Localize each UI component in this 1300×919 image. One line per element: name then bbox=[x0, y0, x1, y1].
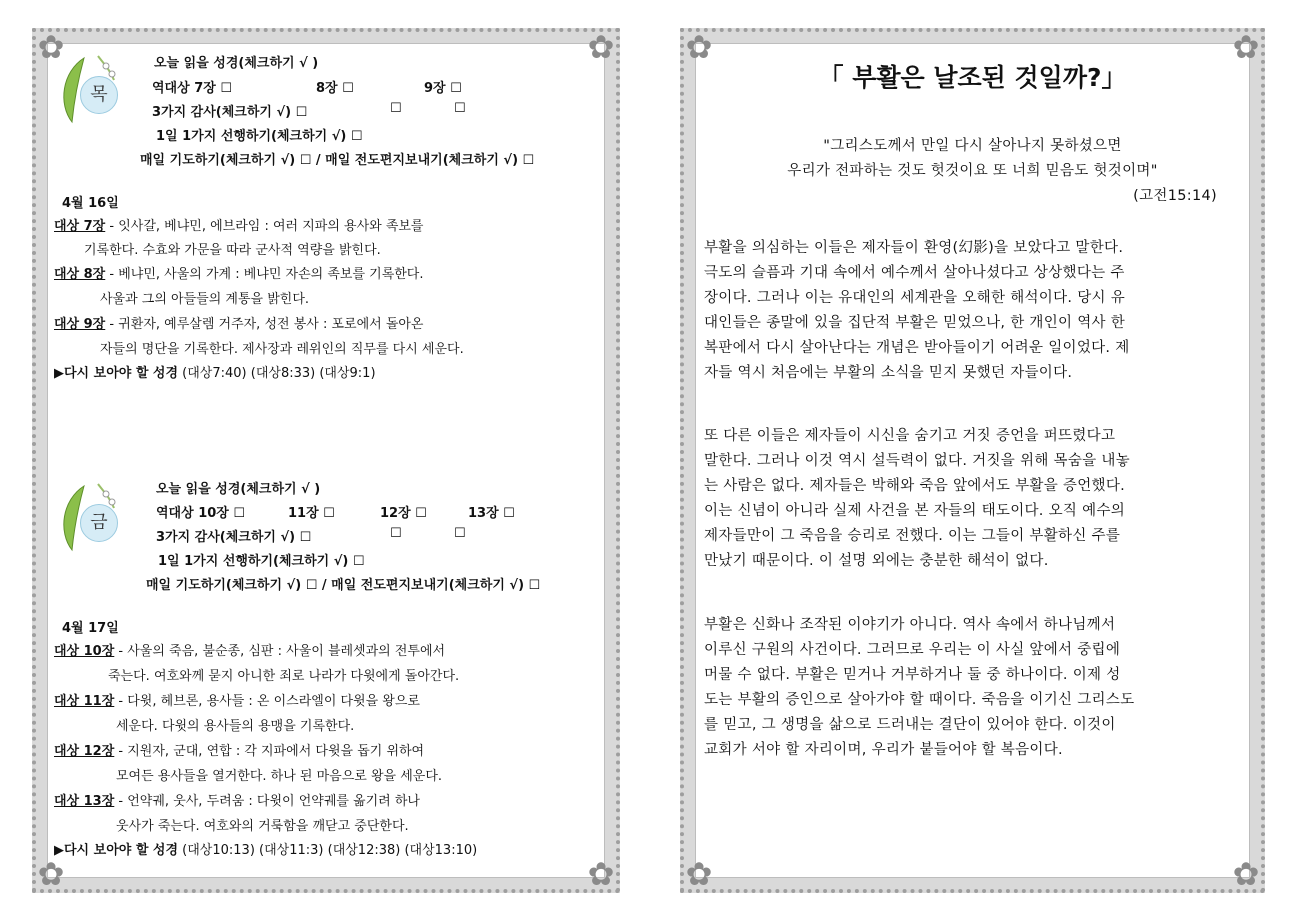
chapter-summary: 대상 9장 - 귀환자, 예루살렘 거주자, 성전 봉사 : 포로에서 돌아온 bbox=[54, 317, 424, 332]
essay-paragraph: 부활을 의심하는 이들은 제자들이 환영(幻影)을 보았다고 말한다. 극도의 슬픔과 기대 속에서 예수께서 살아나셨다고 상상했다는 주 장이다. 그러나 이는 유대인의 세계관을 오해한 해석이다. 당시 유 대인들은 종말에 있을 집단적 부활은 믿었으나, 한 개인이 역사 한 복판에서 다시 살아난다는 개념은 받아들이기 어려운 일이었다. 제 자들 역시 처음에는 부활의 소식을 믿지 못했던 자들이다. bbox=[704, 240, 1130, 381]
right-page bbox=[680, 28, 1265, 893]
reading-item[interactable]: 9장 ☐ bbox=[424, 81, 462, 96]
scripture-reference: (고전15:14) bbox=[1133, 188, 1217, 204]
floral-corner-icon: ✿ bbox=[685, 855, 713, 893]
reading-item[interactable]: 13장 ☐ bbox=[468, 506, 515, 521]
floral-corner-icon: ✿ bbox=[37, 28, 65, 66]
chapter-summary-cont: 세운다. 다윗의 용사들의 용맹을 기록한다. bbox=[116, 719, 355, 734]
chapter-summary-cont: 죽는다. 여호와께 묻지 아니한 죄로 나라가 다윗에게 돌아간다. bbox=[108, 669, 460, 684]
floral-corner-icon: ✿ bbox=[37, 855, 65, 893]
good-deed-item[interactable]: 1일 1가지 선행하기(체크하기 √) ☐ bbox=[156, 129, 363, 144]
chapter-summary-cont: 자들의 명단을 기록한다. 제사장과 레위인의 직무를 다시 세운다. bbox=[100, 342, 464, 357]
day-badge: 목 bbox=[80, 76, 118, 114]
chapter-summary-cont: 사울과 그의 아들들의 계통을 밝힌다. bbox=[100, 292, 310, 307]
thanks-item[interactable]: 3가지 감사(체크하기 √) ☐ bbox=[152, 105, 308, 120]
floral-corner-icon: ✿ bbox=[587, 855, 615, 893]
chapter-summary: 대상 11장 - 다윗, 헤브론, 용사들 : 온 이스라엘이 다윗을 왕으로 bbox=[54, 694, 420, 709]
reading-item[interactable]: 8장 ☐ bbox=[316, 81, 354, 96]
reading-item[interactable]: 12장 ☐ bbox=[380, 506, 427, 521]
essay-paragraph: 부활은 신화나 조작된 이야기가 아니다. 역사 속에서 하나님께서 이루신 구원의 사건이다. 그러므로 우리는 이 사실 앞에서 중립에 머물 수 없다. 부활은 믿거나 거부하거나 둘 중 하나이다. 이제 성 도는 부활의 증인으로 살아가야 할 때이다. 죽음을 이기신 그리스도 를 믿고, 그 생명을 삶으로 드러내는 결단이 있어야 한다. 이것이 교회가 서야 할 자리이며, 우리가 붙들어야 할 복음이다. bbox=[704, 617, 1135, 758]
chapter-summary: 대상 7장 - 잇사갈, 베냐민, 에브라임 : 여러 지파의 용사와 족보를 bbox=[54, 219, 424, 234]
scripture-quote: "그리스도께서 만일 다시 살아나지 못하셨으면 bbox=[823, 138, 1122, 154]
prayer-evangelism-item[interactable]: 매일 기도하기(체크하기 √) ☐ / 매일 전도편지보내기(체크하기 √) ☐ bbox=[140, 153, 535, 168]
thanks-item[interactable]: 3가지 감사(체크하기 √) ☐ bbox=[156, 530, 312, 545]
chapter-summary: 대상 12장 - 지원자, 군대, 연합 : 각 지파에서 다윗을 돕기 위하여 bbox=[54, 744, 425, 759]
left-page bbox=[32, 28, 620, 893]
chapter-summary: 대상 8장 - 베냐민, 사울의 가계 : 베냐민 자손의 족보를 기록한다. bbox=[54, 267, 424, 282]
chapter-summary-cont: 기록한다. 수효와 가문을 따라 군사적 역량을 밝힌다. bbox=[84, 243, 381, 258]
thanks-checkbox[interactable]: ☐ bbox=[454, 101, 466, 116]
lily-leaf-icon bbox=[54, 54, 124, 128]
thanks-checkbox[interactable]: ☐ bbox=[390, 526, 402, 541]
reading-date: 4월 16일 bbox=[62, 196, 119, 211]
lily-leaf-icon bbox=[54, 482, 124, 556]
checklist-heading: 오늘 읽을 성경(체크하기 √ ) bbox=[156, 482, 321, 497]
reading-item[interactable]: 11장 ☐ bbox=[288, 506, 335, 521]
reading-item[interactable]: 역대상 7장 ☐ bbox=[152, 81, 232, 96]
page-title: 「 부활은 날조된 것일까?」 bbox=[818, 63, 1127, 92]
essay-paragraph: 또 다른 이들은 제자들이 시신을 숨기고 거짓 증언을 퍼뜨렸다고 말한다. 그러나 이것 역시 설득력이 없다. 거짓을 위해 목숨을 내놓 는 사람은 없다. 제자들은 박해와 죽음 앞에서도 부활을 증언했다. 이는 신념이 아니라 실제 사건을 본 자들의 태도이다. 오직 예수의 제자들만이 그 죽음을 승리로 전했다. 이는 그들이 부활하신 주를 만났기 때문이다. 이 설명 외에는 충분한 해석이 없다. bbox=[704, 428, 1130, 569]
floral-corner-icon: ✿ bbox=[1232, 28, 1260, 66]
floral-corner-icon: ✿ bbox=[587, 28, 615, 66]
prayer-evangelism-item[interactable]: 매일 기도하기(체크하기 √) ☐ / 매일 전도편지보내기(체크하기 √) ☐ bbox=[146, 578, 541, 593]
reading-item[interactable]: 역대상 10장 ☐ bbox=[156, 506, 246, 521]
day-badge: 금 bbox=[80, 504, 118, 542]
chapter-summary: 대상 13장 - 언약궤, 웃사, 두려움 : 다윗이 언약궤를 옮기려 하나 bbox=[54, 794, 420, 809]
chapter-summary-cont: 모여든 용사들을 열거한다. 하나 된 마음으로 왕을 세운다. bbox=[116, 769, 443, 784]
review-verses: ▶다시 보아야 할 성경 (대상7:40) (대상8:33) (대상9:1) bbox=[54, 366, 376, 381]
floral-corner-icon: ✿ bbox=[685, 28, 713, 66]
chapter-summary: 대상 10장 - 사울의 죽음, 불순종, 심판 : 사울이 블레셋과의 전투에서 bbox=[54, 644, 446, 659]
scripture-quote: 우리가 전파하는 것도 헛것이요 또 너희 믿음도 헛것이며" bbox=[787, 163, 1158, 179]
floral-corner-icon: ✿ bbox=[1232, 855, 1260, 893]
checklist-heading: 오늘 읽을 성경(체크하기 √ ) bbox=[154, 56, 319, 71]
reading-date: 4월 17일 bbox=[62, 621, 119, 636]
good-deed-item[interactable]: 1일 1가지 선행하기(체크하기 √) ☐ bbox=[158, 554, 365, 569]
review-verses: ▶다시 보아야 할 성경 (대상10:13) (대상11:3) (대상12:38) (대상13:10) bbox=[54, 843, 478, 858]
thanks-checkbox[interactable]: ☐ bbox=[390, 101, 402, 116]
thanks-checkbox[interactable]: ☐ bbox=[454, 526, 466, 541]
chapter-summary-cont: 웃사가 죽는다. 여호와의 거룩함을 깨닫고 중단한다. bbox=[116, 819, 409, 834]
